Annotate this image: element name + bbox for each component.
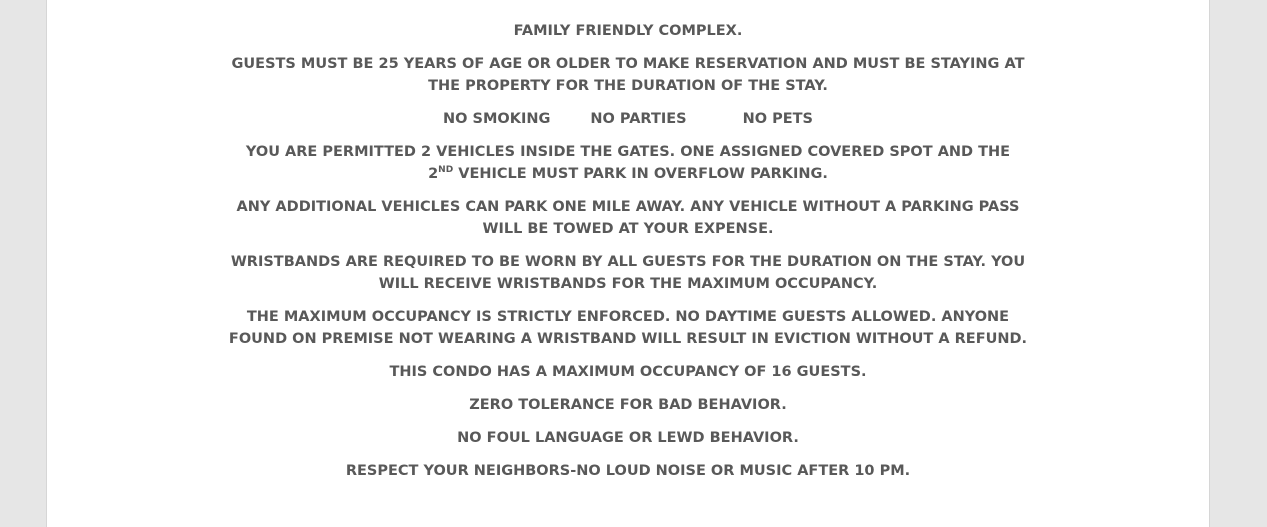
no-foul-language-text: NO FOUL LANGUAGE OR LEWD BEHAVIOR.: [457, 430, 799, 446]
family-friendly-line: [47, 20, 1209, 42]
age-requirement-paragraph: [47, 53, 1209, 97]
age-requirement-line-1: GUESTS MUST BE 25 YEARS OF AGE OR OLDER TO MAKE RESERVATION AND MUST BE STAYING AT: [231, 56, 1025, 72]
vehicles-paragraph: [47, 141, 1209, 185]
occupancy-enforcement-paragraph: [47, 306, 1209, 350]
occupancy-enforcement-line-2: FOUND ON PREMISE NOT WEARING A WRISTBAND WILL RESULT IN EVICTION WITHOUT A REFUND.: [228, 331, 1028, 347]
vehicles-line-2: VEHICLE MUST PARK IN OVERFLOW PARKING.: [453, 166, 828, 182]
max-occupancy-text: THIS CONDO HAS A MAXIMUM OCCUPANCY OF 16 GUESTS.: [389, 364, 867, 380]
no-parties-rule: NO PARTIES: [590, 111, 687, 127]
respect-neighbors-text: RESPECT YOUR NEIGHBORS-NO LOUD NOISE OR MUSIC AFTER 10 PM.: [345, 463, 911, 479]
no-smoking-rule: NO SMOKING: [443, 111, 551, 127]
additional-vehicles-line-1: ANY ADDITIONAL VEHICLES CAN PARK ONE MILE AWAY. ANY VEHICLE WITHOUT A PARKING PASS: [236, 199, 1020, 215]
occupancy-enforcement-line-1: THE MAXIMUM OCCUPANCY IS STRICTLY ENFORCED. NO DAYTIME GUESTS ALLOWED. ANYONE: [246, 309, 1010, 325]
age-requirement-line-2: THE PROPERTY FOR THE DURATION OF THE STAY.: [428, 78, 828, 94]
respect-neighbors-line: [47, 460, 1209, 482]
wristbands-paragraph: [47, 251, 1209, 295]
additional-vehicles-line-2: WILL BE TOWED AT YOUR EXPENSE.: [482, 221, 774, 237]
family-friendly-text: FAMILY FRIENDLY COMPLEX.: [513, 23, 743, 39]
no-pets-rule: NO PETS: [742, 111, 813, 127]
additional-vehicles-paragraph: [47, 196, 1209, 240]
document-body: [47, 20, 1209, 493]
vehicles-ordinal-number: 2: [428, 166, 439, 182]
zero-tolerance-line: [47, 394, 1209, 416]
prohibitions-row: [47, 108, 1209, 130]
wristbands-line-1: WRISTBANDS ARE REQUIRED TO BE WORN BY ALL GUESTS FOR THE DURATION ON THE STAY. YOU: [230, 254, 1026, 270]
no-foul-language-line: [47, 427, 1209, 449]
vehicles-line-1: YOU ARE PERMITTED 2 VEHICLES INSIDE THE GATES. ONE ASSIGNED COVERED SPOT AND THE: [245, 144, 1011, 160]
wristbands-line-2: WILL RECEIVE WRISTBANDS FOR THE MAXIMUM OCCUPANCY.: [378, 276, 878, 292]
max-occupancy-line: [47, 361, 1209, 383]
zero-tolerance-text: ZERO TOLERANCE FOR BAD BEHAVIOR.: [469, 397, 787, 413]
document-page: [46, 0, 1210, 527]
vehicles-ordinal-suffix: ND: [438, 165, 454, 176]
